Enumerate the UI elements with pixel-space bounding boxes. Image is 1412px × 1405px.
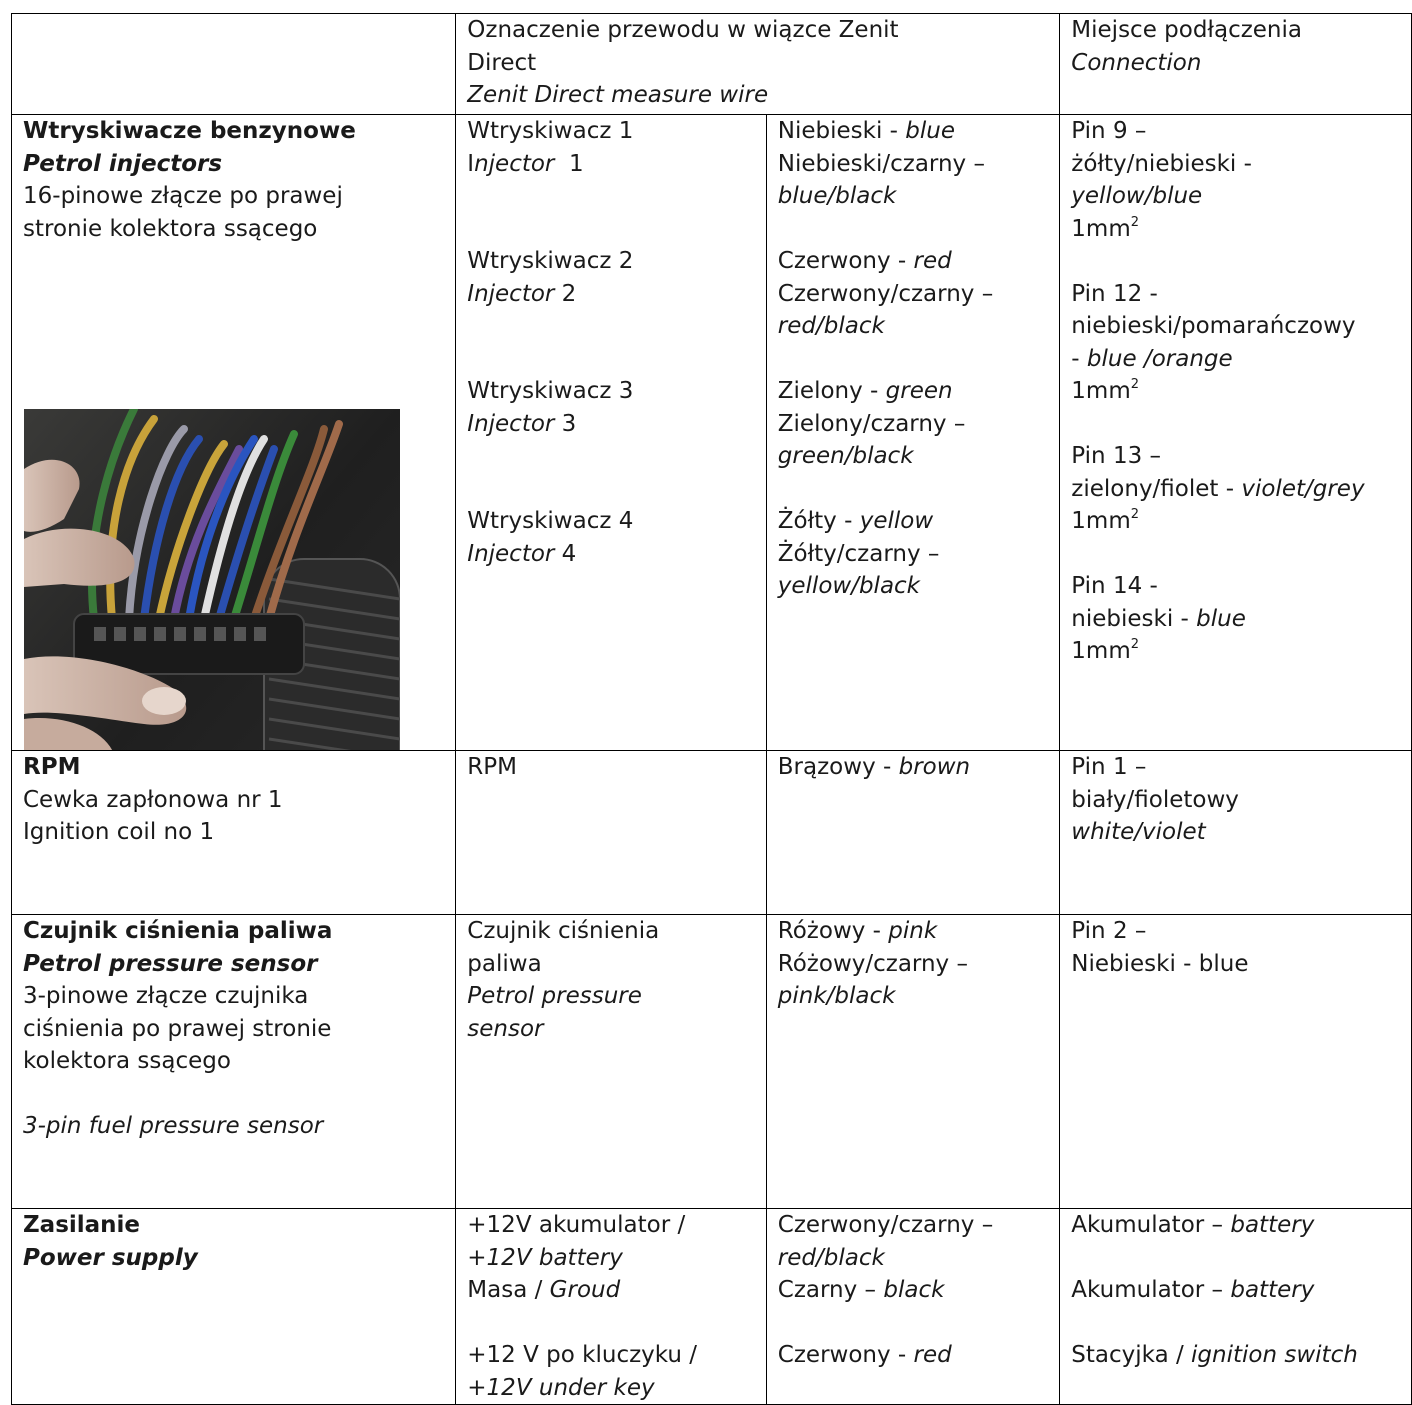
header-wire-pl-2: Direct <box>467 49 537 76</box>
injector-4-color2-pl: Żółty/czarny – <box>777 540 940 567</box>
power-title-en: Power supply <box>23 1244 198 1271</box>
injectors-desc-2: stronie kolektora ssącego <box>23 215 318 242</box>
power-pin-2-pl: Akumulator – <box>1071 1277 1231 1303</box>
injector-2-en-word: Injector <box>467 280 555 307</box>
injector-1-color <box>778 115 1060 148</box>
pin-13-label: Pin 13 – <box>1071 443 1162 469</box>
pin-14-size <box>1071 635 1411 668</box>
power-label-cell <box>12 1209 456 1405</box>
power-pin-3 <box>1071 1339 1411 1372</box>
injector-2-en <box>467 278 766 311</box>
injector-3-en-num: 3 <box>554 410 577 437</box>
injector-4-en <box>467 538 766 571</box>
pin-13-color <box>1071 473 1411 506</box>
pin-2-label: Pin 2 – <box>1071 918 1147 944</box>
injector-4-color2-en: yellow/black <box>777 573 921 599</box>
power-wire-1-en: +12V battery <box>467 1244 623 1271</box>
power-color-3 <box>778 1339 1060 1372</box>
power-pin-3-en: ignition switch <box>1191 1342 1358 1368</box>
pressure-color-cell <box>766 915 1060 1209</box>
pin-12-size <box>1071 375 1411 408</box>
rpm-label-cell <box>12 751 456 915</box>
injector-2-en-num: 2 <box>554 280 577 307</box>
injector-4-color <box>778 505 1060 538</box>
pressure-wire-pl: Czujnik ciśnienia <box>467 918 660 944</box>
injector-1-en-word: njector <box>474 150 555 177</box>
rpm-color-en: brown <box>898 754 971 780</box>
injector-4-en-word: Injector <box>467 540 555 567</box>
pin-13-color-pl: zielony/fiolet - <box>1071 475 1242 502</box>
rpm-wire-cell <box>456 751 767 915</box>
pressure-color-1 <box>778 915 1060 948</box>
injector-4-color-en: yellow <box>859 508 934 534</box>
header-wire-cell <box>456 14 1060 115</box>
injector-1-color-en: blue <box>905 118 955 144</box>
injector-3-label: Wtryskiwacz 3 <box>467 378 634 404</box>
power-row <box>12 1209 1412 1405</box>
power-wire-1-pl: +12V akumulator / <box>467 1212 686 1238</box>
injectors-title-pl: Wtryskiwacze benzynowe <box>23 118 356 144</box>
pressure-wire-pl-2: paliwa <box>467 950 542 977</box>
injector-2-color2-pl: Czerwony/czarny – <box>777 280 994 307</box>
injector-1-en-num: 1 <box>554 150 584 177</box>
pressure-desc-2: ciśnienia po prawej stronie <box>23 1015 332 1042</box>
power-pin-1-pl: Akumulator – <box>1071 1212 1231 1238</box>
header-connection-cell <box>1060 14 1412 115</box>
power-wire-2-en: Groud <box>549 1277 621 1303</box>
injectors-label-cell <box>12 115 456 751</box>
pin-1-label: Pin 1 – <box>1071 754 1147 780</box>
pin-14-color-en: blue <box>1196 605 1246 632</box>
injector-1-color2-pl: Niebieski/czarny – <box>777 150 985 177</box>
injector-4-en-num: 4 <box>554 540 577 567</box>
pressure-desc-3: kolektora ssącego <box>23 1048 231 1074</box>
pin-9-label: Pin 9 – <box>1071 118 1147 144</box>
pin-14-label: Pin 14 - <box>1071 573 1158 599</box>
pressure-color-1-pl: Różowy - <box>777 918 889 944</box>
header-row <box>12 14 1412 115</box>
injector-3-color2-en: green/black <box>777 443 914 469</box>
rpm-color-pl: Brązowy - <box>777 754 899 780</box>
rpm-desc-pl: Cewka zapłonowa nr 1 <box>23 786 283 813</box>
pressure-desc: 3-pinowe złącze czujnika <box>23 983 309 1009</box>
power-pin-2 <box>1071 1274 1411 1307</box>
injector-2-color-en: red <box>913 248 952 274</box>
header-connection-pl: Miejsce podłączenia <box>1071 17 1302 43</box>
injector-2-label: Wtryskiwacz 2 <box>467 248 634 274</box>
power-wire-cell <box>456 1209 767 1405</box>
power-wire-2-pl: Masa / <box>467 1277 550 1303</box>
injectors-pin-cell <box>1060 115 1412 751</box>
power-pin-cell <box>1060 1209 1412 1405</box>
pin-12-size-value: 1mm <box>1071 378 1131 404</box>
injectors-color-cell <box>766 115 1060 751</box>
power-pin-1-en: battery <box>1230 1212 1315 1238</box>
power-color-2 <box>778 1274 1060 1307</box>
pin-9-color-pl: żółty/niebieski - <box>1071 150 1252 177</box>
pin-12-color-pl: niebieski/pomarańczowy <box>1071 313 1356 339</box>
pressure-title-pl: Czujnik ciśnienia paliwa <box>23 918 333 944</box>
injector-4-label: Wtryskiwacz 4 <box>467 508 634 534</box>
pressure-row <box>12 915 1412 1209</box>
injector-3-en <box>467 408 766 441</box>
power-wire-2 <box>467 1274 766 1307</box>
pin-9-color-en: yellow/blue <box>1071 183 1203 209</box>
pin-12-dash: - <box>1071 345 1087 372</box>
injector-3-color2-pl: Zielony/czarny – <box>777 410 966 437</box>
pin-13-size <box>1071 505 1411 538</box>
pressure-pin-cell <box>1060 915 1412 1209</box>
power-pin-1 <box>1071 1209 1411 1242</box>
pin-13-color-en: violet/grey <box>1241 475 1365 502</box>
rpm-pin-cell <box>1060 751 1412 915</box>
header-wire-pl: Oznaczenie przewodu w wiązce Zenit <box>467 17 899 43</box>
injector-1-color2-en: blue/black <box>777 183 897 209</box>
injector-3-color <box>778 375 1060 408</box>
pin-2-color: Niebieski - blue <box>1071 950 1249 977</box>
pin-12-color-en <box>1071 343 1411 376</box>
pressure-wire-cell <box>456 915 767 1209</box>
power-color-2-en: black <box>883 1277 945 1303</box>
connector-photo-image <box>24 409 400 751</box>
injector-3-color-en: green <box>885 378 953 404</box>
rpm-title: RPM <box>23 754 81 780</box>
power-color-1-pl: Czerwony/czarny – <box>777 1212 994 1238</box>
pin-12-label: Pin 12 - <box>1071 280 1158 307</box>
injector-3-en-word: Injector <box>467 410 555 437</box>
pin-12-size-sup: 2 <box>1130 377 1140 392</box>
pin-9-size <box>1071 213 1411 246</box>
pressure-color-2-pl: Różowy/czarny – <box>777 950 968 977</box>
header-empty-cell <box>12 14 456 115</box>
pin-13-size-value: 1mm <box>1071 508 1131 534</box>
pin-12-color-en-text: blue /orange <box>1086 345 1233 372</box>
pressure-title-en: Petrol pressure sensor <box>23 950 318 977</box>
power-color-cell <box>766 1209 1060 1405</box>
pin-13-size-sup: 2 <box>1130 507 1140 522</box>
power-color-2-pl: Czarny – <box>777 1277 884 1303</box>
injectors-row <box>12 115 1412 751</box>
power-title-pl: Zasilanie <box>23 1212 141 1238</box>
injector-2-color2-en: red/black <box>777 313 885 339</box>
pin-9-size-value: 1mm <box>1071 215 1131 242</box>
injector-1-label: Wtryskiwacz 1 <box>467 118 634 144</box>
pin-1-color-pl: biały/fioletowy <box>1071 786 1239 813</box>
injector-2-color-pl: Czerwony - <box>777 248 914 274</box>
rpm-desc-en: Ignition coil no 1 <box>23 819 215 845</box>
injector-1-en <box>467 148 766 181</box>
power-pin-2-en: battery <box>1230 1277 1315 1303</box>
injector-1-color-pl: Niebieski - <box>777 118 906 144</box>
pressure-desc-en: 3-pin fuel pressure sensor <box>23 1113 324 1139</box>
power-color-1-en: red/black <box>777 1244 885 1271</box>
rpm-color-cell <box>766 751 1060 915</box>
wiring-table <box>11 13 1412 1405</box>
pressure-label-cell <box>12 915 456 1209</box>
injectors-title-en: Petrol injectors <box>23 150 223 177</box>
injectors-wire-cell <box>456 115 767 751</box>
pin-14-color <box>1071 603 1411 636</box>
injectors-desc: 16-pinowe złącze po prawej <box>23 183 343 209</box>
injector-3-color-pl: Zielony - <box>777 378 886 404</box>
power-wire-3-pl: +12 V po kluczyku / <box>467 1342 698 1368</box>
injector-1-en-prefix: I <box>467 150 475 177</box>
pin-14-color-pl: niebieski - <box>1071 605 1197 632</box>
pin-1-color-en: white/violet <box>1071 819 1206 845</box>
connector-photo <box>24 409 400 751</box>
pin-9-size-sup: 2 <box>1130 214 1140 230</box>
pressure-wire-en: Petrol pressure <box>467 983 642 1009</box>
pressure-wire-en-2: sensor <box>467 1015 544 1042</box>
power-color-3-en: red <box>913 1342 952 1368</box>
pressure-color-1-en: pink <box>888 918 938 944</box>
header-wire-en: Zenit Direct measure wire <box>467 82 769 108</box>
rpm-row <box>12 751 1412 915</box>
power-pin-3-pl: Stacyjka / <box>1071 1342 1192 1368</box>
rpm-wire: RPM <box>467 754 517 780</box>
rpm-color <box>778 751 1060 784</box>
pin-14-size-sup: 2 <box>1130 637 1140 652</box>
power-wire-3-en: +12V under key <box>467 1374 655 1401</box>
header-connection-en: Connection <box>1071 49 1202 76</box>
pin-14-size-value: 1mm <box>1071 638 1131 664</box>
injector-2-color <box>778 245 1060 278</box>
injector-4-color-pl: Żółty - <box>777 508 860 534</box>
power-color-3-pl: Czerwony - <box>777 1342 914 1368</box>
pressure-color-2-en: pink/black <box>777 983 896 1009</box>
